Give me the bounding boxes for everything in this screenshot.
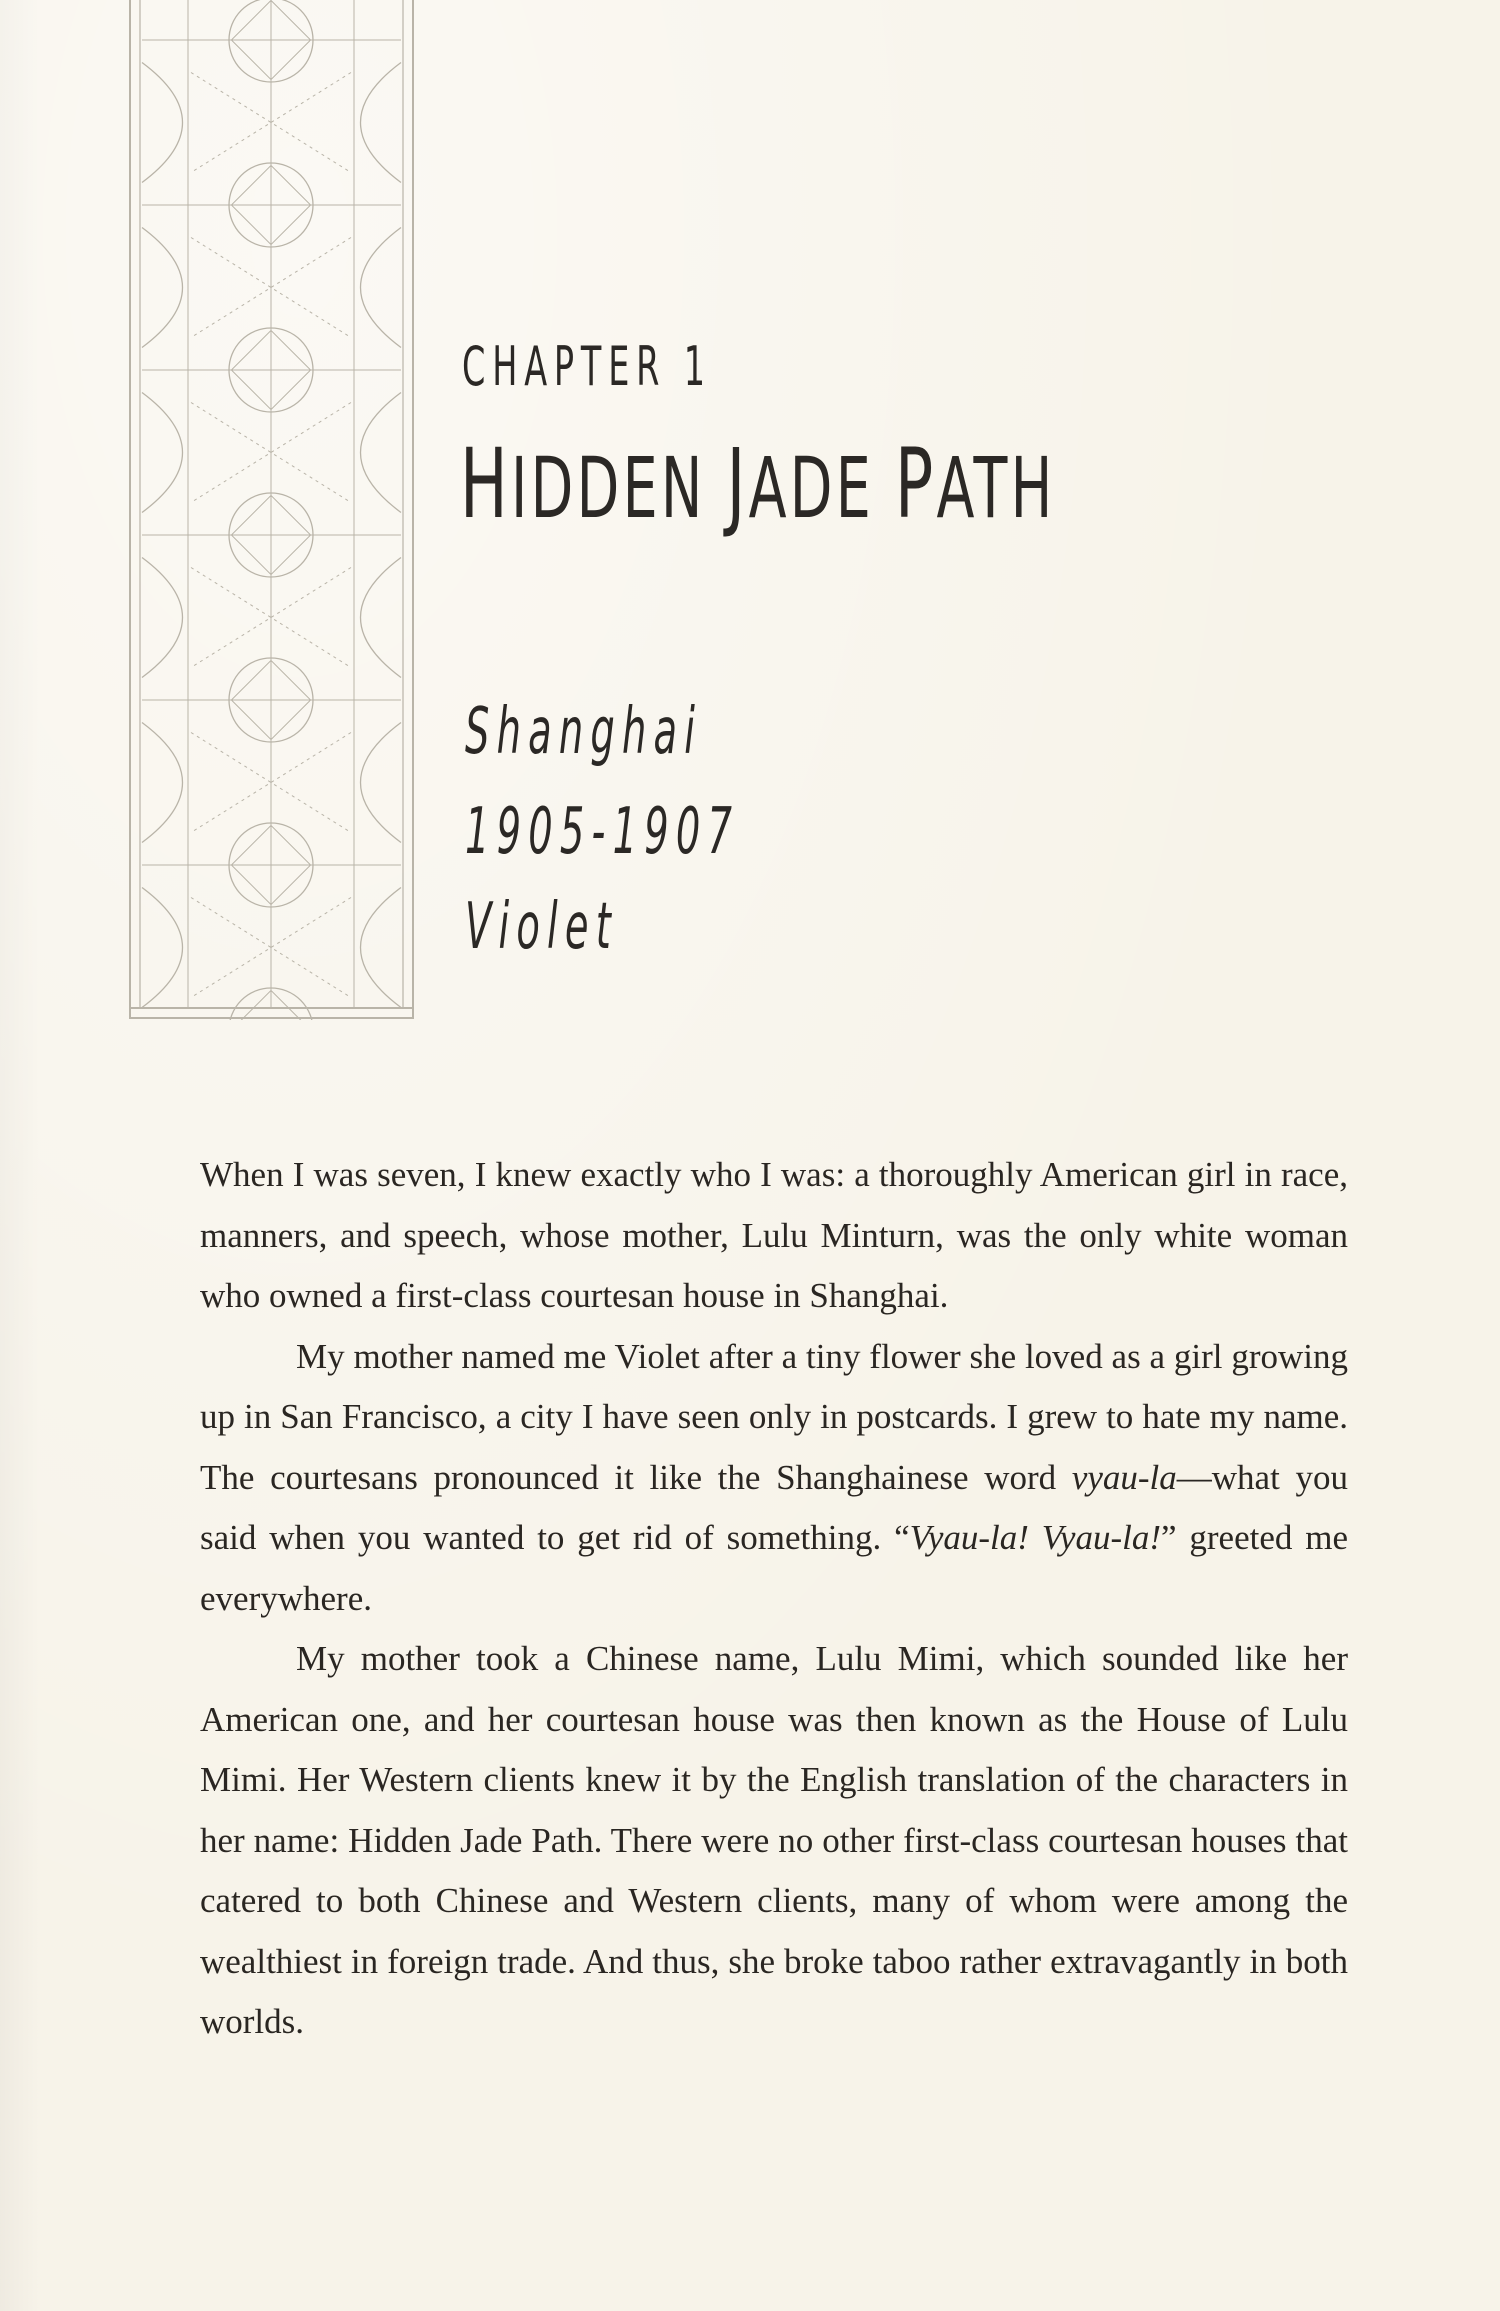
paragraph-1: When I was seven, I knew exactly who I was: a thoroughly American girl in race, manners, and speech, whose mother, Lulu Minturn, was the only white woman who owned a first-class courtesan house in Shanghai. [200,1155,1348,1315]
lattice-right-arc [361,393,402,513]
lattice-right-arc [361,63,402,183]
lattice-left-arc [142,558,183,678]
lattice-left-arc [142,723,183,843]
chapter-place: Shanghai [465,695,703,769]
lattice-left-arc [142,228,183,348]
shanghainese-word: vyau-la [1071,1457,1177,1497]
lattice-right-arc [361,558,402,678]
chapter-label: CHAPTER 1 [462,335,712,398]
chapter-title-word-2: JADE [726,428,896,540]
lattice-left-arc [142,63,183,183]
chapter-narrator: Violet [465,890,618,964]
lattice-left-arc [142,393,183,513]
lattice-right-arc [361,228,402,348]
chapter-title-word-3: PATH [895,428,1056,540]
chapter-title [460,428,1056,540]
lattice-left-arc [142,888,183,1008]
chapter-body [200,1145,1348,2053]
chapter-title-word-1: HIDDEN [460,428,727,540]
paragraph-3: My mother took a Chinese name, Lulu Mimi, which sounded like her American one, and her courtesan house was then known as the House of Lulu Mimi. Her Western clients knew it by the English translation of the characters in her name: Hidden Jade Path. There were no other first-class courtesan houses that catered to both Chinese and Western clients, many of whom were among the wealthiest in foreign trade. And thus, she broke taboo rather extravagantly in both worlds. [200,1639,1348,2041]
chapter-years: 1905-1907 [465,795,740,869]
lattice-right-arc [361,723,402,843]
paragraph-2: My mother named me Violet after a tiny flower she loved as a girl growing up in San Francisco, a city I have seen only in postcards. I grew to hate my name. The courtesans pronounced it like the Shanghainese word vyau-la—what you said when you wanted to get rid of something. “Vyau-la! Vyau-la!” greeted me everywhere. [200,1336,1349,1618]
quoted-exclamation: Vyau-la! Vyau-la! [909,1518,1161,1557]
lattice-right-arc [361,888,402,1008]
lattice-ornament-svg [128,0,415,1020]
lattice-ornament-panel [128,0,415,1020]
